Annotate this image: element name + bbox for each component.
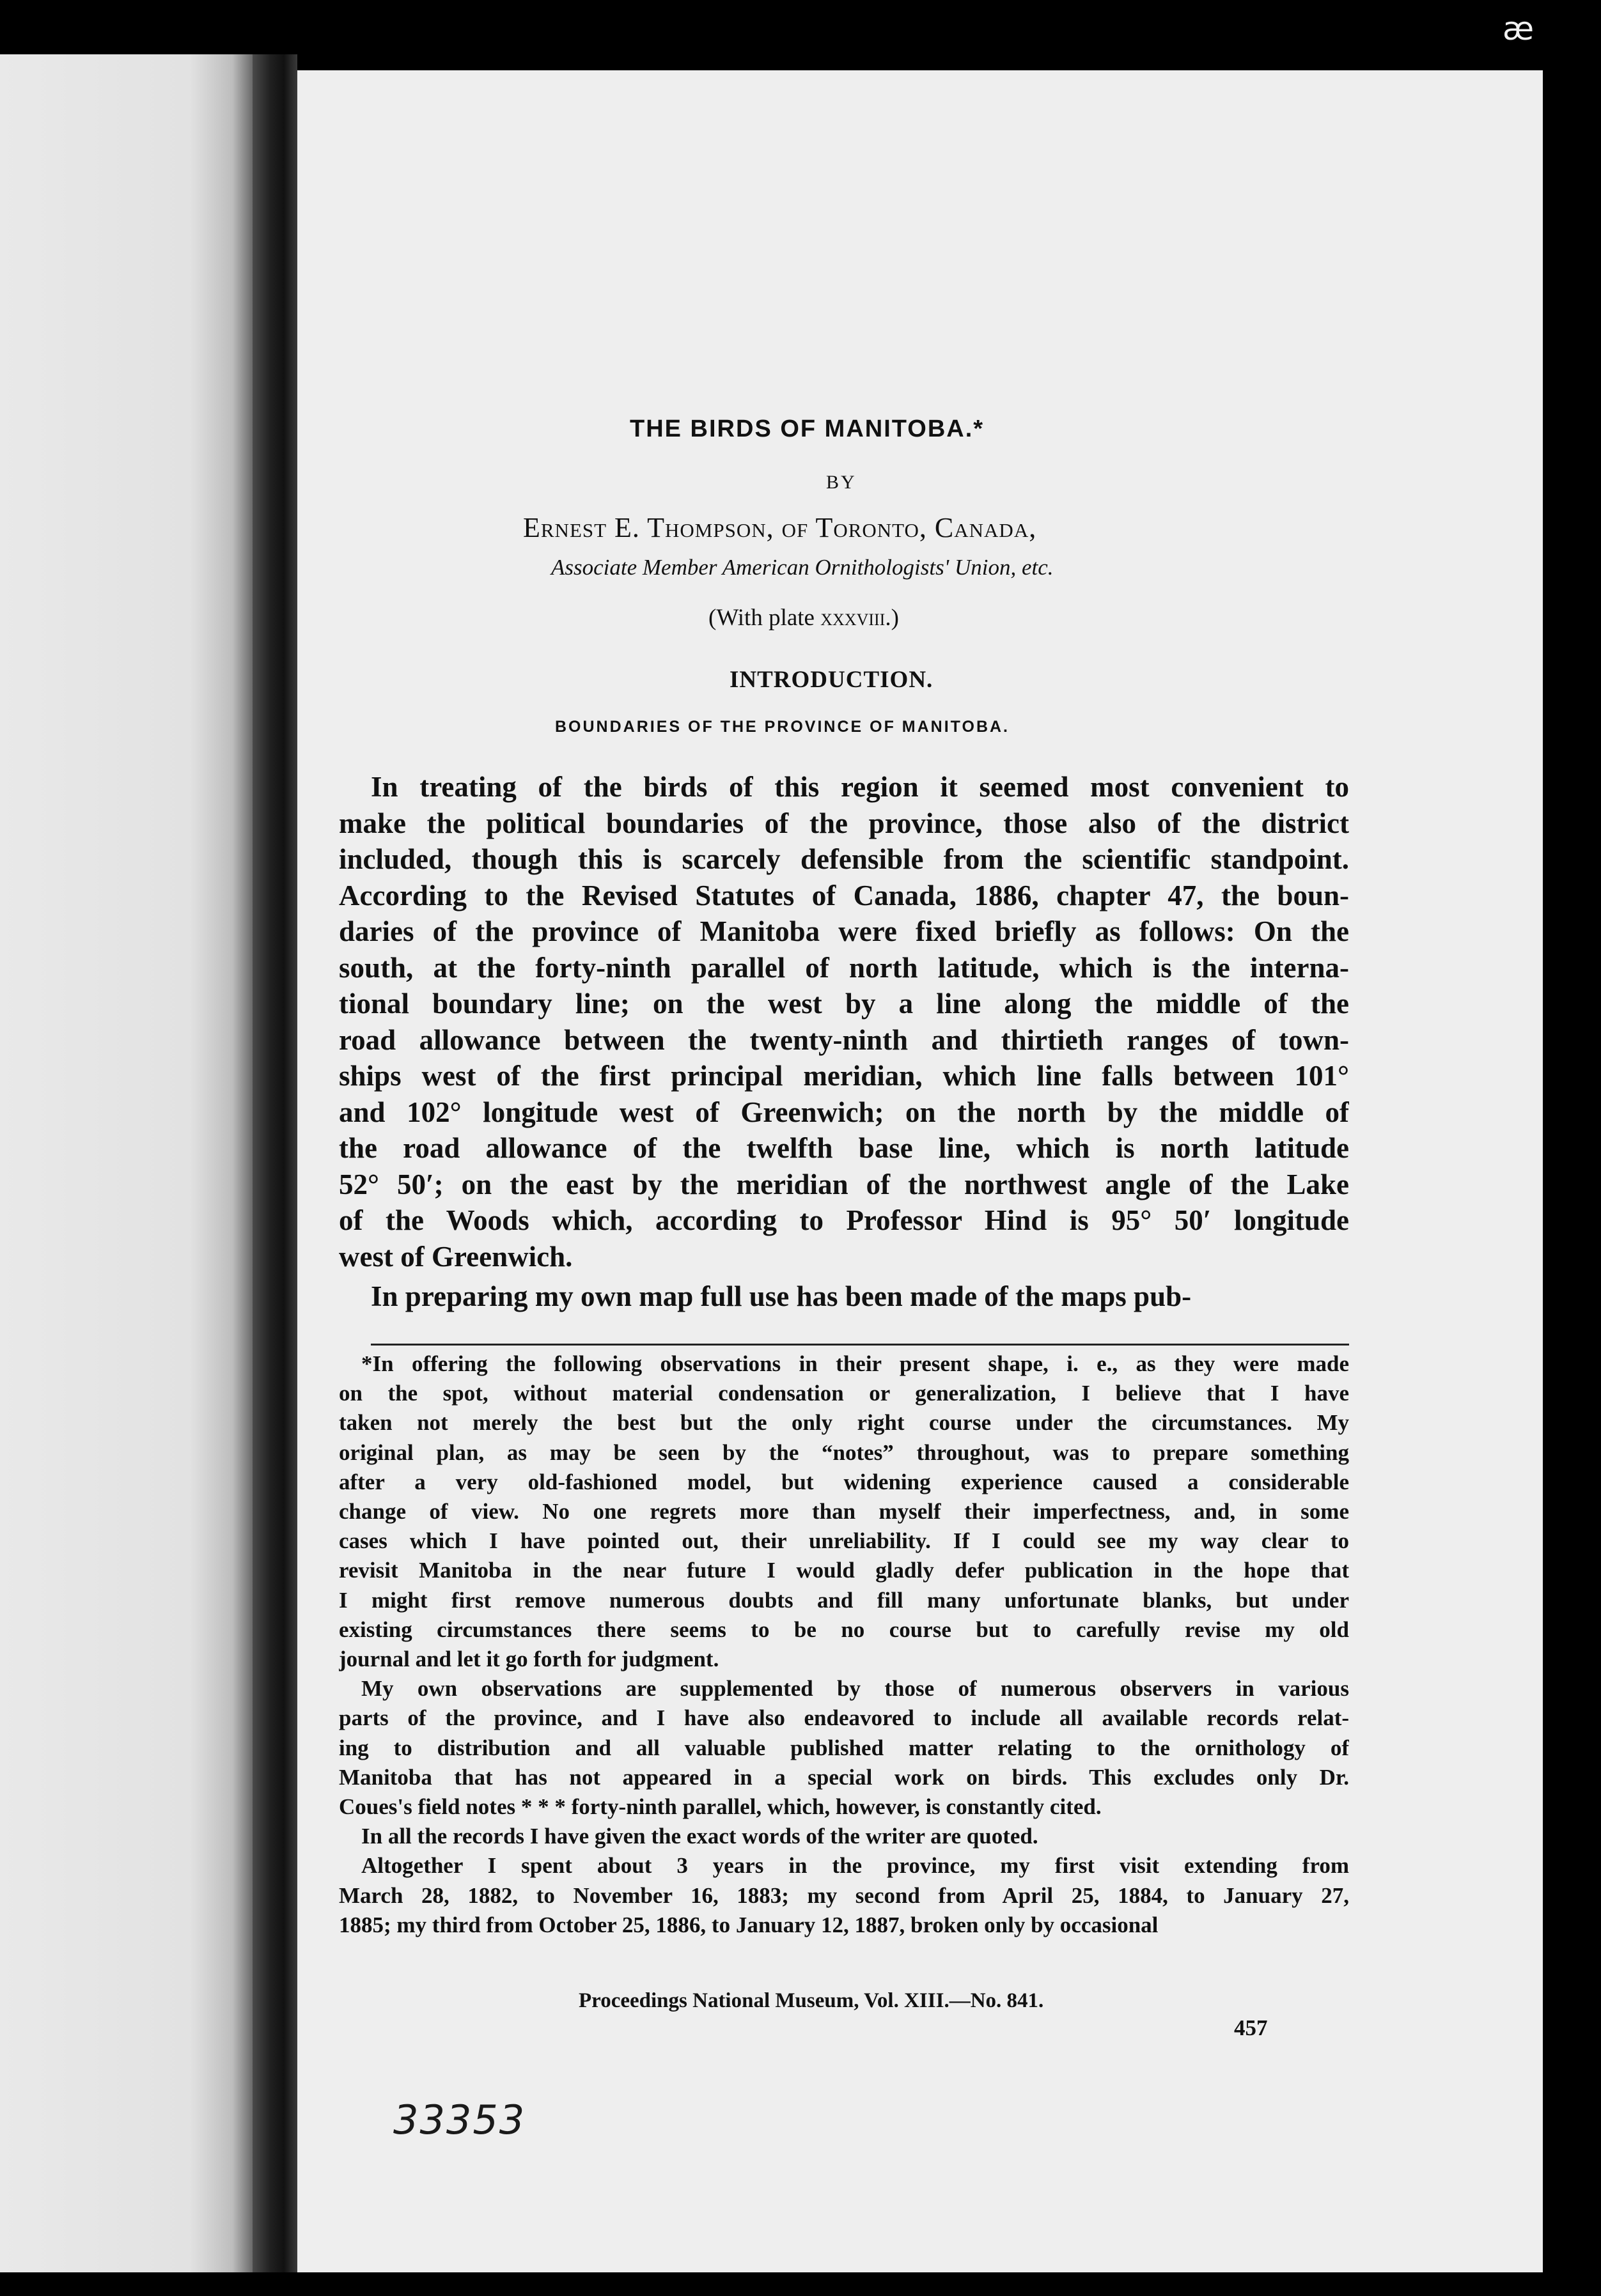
body-line: make the political boundaries of the province, those also of the district <box>339 807 1349 839</box>
body-line: 52° 50′; on the east by the meridian of the northwest angle of the Lake <box>339 1168 1349 1200</box>
footnote-line: journal and let it go forth for judgment. <box>339 1647 719 1672</box>
footnote-line: March 28, 1882, to November 16, 1883; my second from April 25, 1884, to January 27, <box>339 1883 1349 1908</box>
body-line: of the Woods which, according to Professor Hind is 95° 50′ longitude <box>339 1204 1349 1236</box>
footnote-line: Coues's field notes * * * forty-ninth parallel, which, however, is constantly cited. <box>339 1794 1102 1819</box>
footnote-line: existing circumstances there seems to be no course but to carefully revise my old <box>339 1617 1349 1642</box>
footnote-line: parts of the province, and I have also endeavored to include all available records relat- <box>339 1705 1349 1730</box>
article-title: THE BIRDS OF MANITOBA.* <box>630 415 985 442</box>
running-footer: Proceedings National Museum, Vol. XIII.—No. 841. <box>579 1989 1044 2012</box>
left-page-edge <box>0 54 253 2272</box>
footnote-line: change of view. No one regrets more than myself their imperfectness, and, in some <box>339 1499 1349 1524</box>
footnote-line: cases which I have pointed out, their unreliability. If I could see my way clear to <box>339 1528 1349 1553</box>
footnote-line: Manitoba that has not appeared in a special work on birds. This excludes only Dr. <box>339 1765 1349 1790</box>
body-line: road allowance between the twenty-ninth and thirtieth ranges of town- <box>339 1024 1349 1056</box>
body-line: daries of the province of Manitoba were fixed briefly as follows: On the <box>339 915 1349 947</box>
body-line: west of Greenwich. <box>339 1241 573 1273</box>
footnote-rule <box>371 1344 1349 1346</box>
body-line: tional boundary line; on the west by a line along the middle of the <box>339 988 1349 1020</box>
byline-label: BY <box>826 472 857 493</box>
footnote-line: on the spot, without material condensation or generalization, I believe that I have <box>339 1381 1349 1406</box>
footnote-line: after a very old-fashioned model, but widening experience caused a considerable <box>339 1470 1349 1494</box>
author-affiliation: Associate Member American Ornithologists' Union, etc. <box>551 555 1054 580</box>
page-number: 457 <box>1234 2015 1268 2040</box>
plate-reference <box>708 604 899 632</box>
body-line: ships west of the first principal meridian, which line falls between 101° <box>339 1060 1349 1092</box>
body-line: and 102° longitude west of Greenwich; on the north by the middle of <box>339 1096 1349 1128</box>
footnote-line: original plan, as may be seen by the “notes” throughout, was to prepare something <box>339 1440 1349 1465</box>
footnote-line: In all the records I have given the exact words of the writer are quoted. <box>361 1824 1038 1849</box>
subheading: BOUNDARIES OF THE PROVINCE OF MANITOBA. <box>555 718 1010 736</box>
plate-open: (With plate <box>708 605 821 631</box>
body-line: the road allowance of the twelfth base line, which is north latitude <box>339 1132 1349 1164</box>
footnote-line: I might first remove numerous doubts and fill many unfortunate blanks, but under <box>339 1588 1349 1613</box>
body-line: In treating of the birds of this region it seemed most convenient to <box>371 771 1349 803</box>
plate-numeral: xxxviii <box>820 605 886 631</box>
body-line: south, at the forty-ninth parallel of north latitude, which is the interna- <box>339 952 1349 984</box>
body-line: included, though this is scarcely defensible from the scientific standpoint. <box>339 843 1349 875</box>
footnote-line: ing to distribution and all valuable published matter relating to the ornithology of <box>339 1735 1349 1760</box>
section-heading: INTRODUCTION. <box>730 667 933 693</box>
footnote-line: revisit Manitoba in the near future I would gladly defer publication in the hope that <box>339 1558 1349 1583</box>
body-line: According to the Revised Statutes of Canada, 1886, chapter 47, the boun- <box>339 880 1349 911</box>
footnote-line: 1885; my third from October 25, 1886, to January 12, 1887, broken only by occasional <box>339 1912 1159 1937</box>
corner-mark: æ <box>1503 10 1535 47</box>
body-line: In preparing my own map full use has been made of the maps pub- <box>371 1280 1192 1312</box>
book-gutter <box>253 54 297 2272</box>
footnote-line: Altogether I spent about 3 years in the province, my first visit extending from <box>361 1853 1349 1878</box>
plate-close: .) <box>885 605 899 631</box>
author-line: Ernest E. Thompson, of Toronto, Canada, <box>523 512 1037 543</box>
footnote-line: taken not merely the best but the only right course under the circumstances. My <box>339 1410 1349 1435</box>
footnote-line: My own observations are supplemented by those of numerous observers in various <box>361 1676 1349 1701</box>
handwritten-note: 33353 <box>393 2097 526 2143</box>
footnote-line: *In offering the following observations in their present shape, i. e., as they were made <box>361 1351 1349 1376</box>
